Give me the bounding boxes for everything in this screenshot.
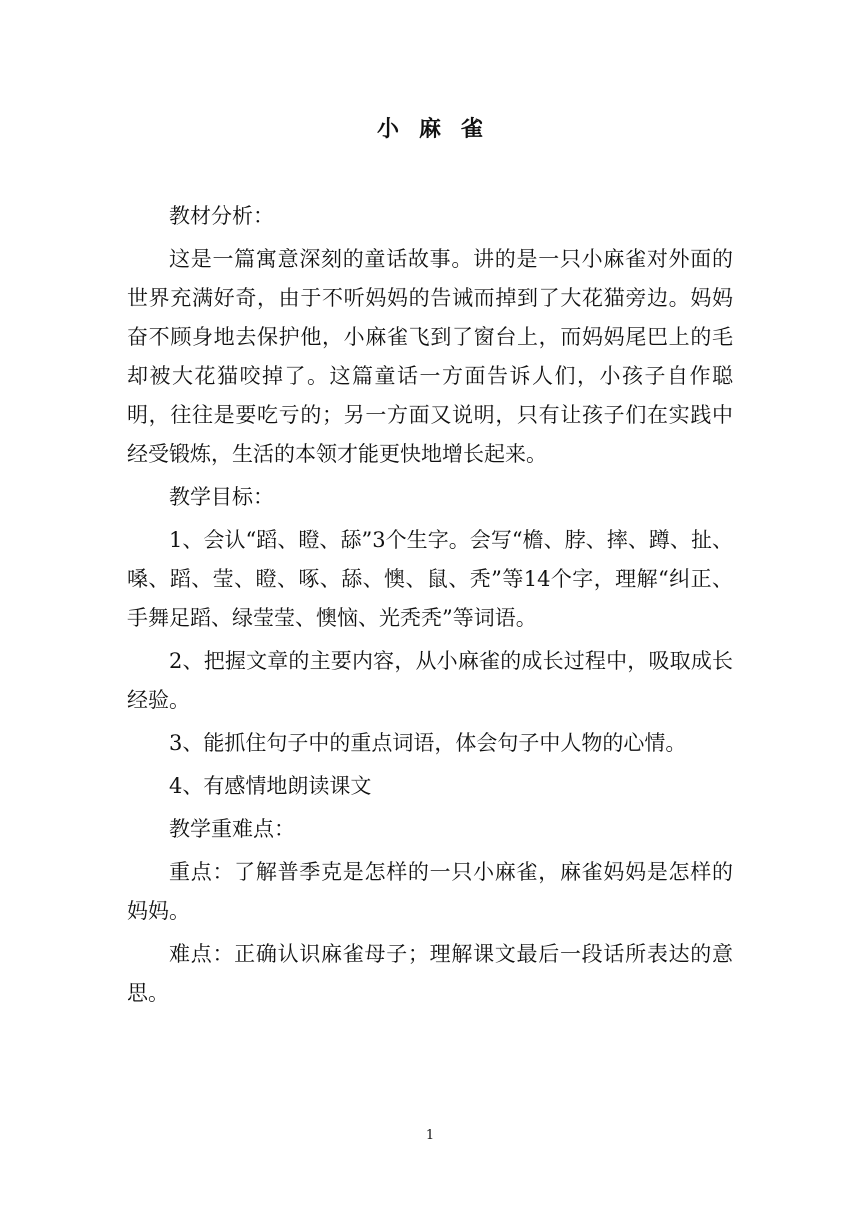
goal-2: 2、把握文章的主要内容，从小麻雀的成长过程中，吸取成长经验。 bbox=[127, 649, 733, 712]
key-point: 重点：了解普季克是怎样的一只小麻雀，麻雀妈妈是怎样的妈妈。 bbox=[127, 860, 733, 923]
document-title: 小麻雀 bbox=[376, 116, 503, 142]
goal-3: 3、能抓住句子中的重点词语，体会句子中人物的心情。 bbox=[169, 731, 687, 755]
page-number: 1 bbox=[425, 1128, 435, 1143]
heading-teaching-goals: 教学目标： bbox=[169, 485, 274, 509]
document-body bbox=[127, 197, 733, 1017]
goal-4: 4、有感情地朗读课文 bbox=[169, 774, 372, 798]
difficult-point: 难点：正确认识麻雀母子；理解课文最后一段话所表达的意思。 bbox=[127, 942, 733, 1005]
paragraph-analysis: 这是一篇寓意深刻的童话故事。讲的是一只小麻雀对外面的世界充满好奇，由于不听妈妈的告诫而掉到了大花猫旁边。妈妈奋不顾身地去保护他，小麻雀飞到了窗台上，而妈妈尾巴上的毛却被大花猫咬掉了。这篇童话一方面告诉人们，小孩子自作聪明，往往是要吃亏的；另一方面又说明，只有让孩子们在实践中经受锻炼，生活的本领才能更快地增长起来。 bbox=[127, 247, 733, 466]
heading-key-difficult-points: 教学重难点： bbox=[169, 817, 295, 841]
goal-1: 1、会认“蹈、瞪、舔”3个生字。会写“檐、脖、摔、蹲、扯、嗓、蹈、莹、瞪、啄、舔、懊、鼠、秃”等14个字，理解“纠正、手舞足蹈、绿莹莹、懊恼、光秃秃”等词语。 bbox=[127, 528, 733, 630]
heading-textbook-analysis: 教材分析： bbox=[169, 204, 274, 228]
